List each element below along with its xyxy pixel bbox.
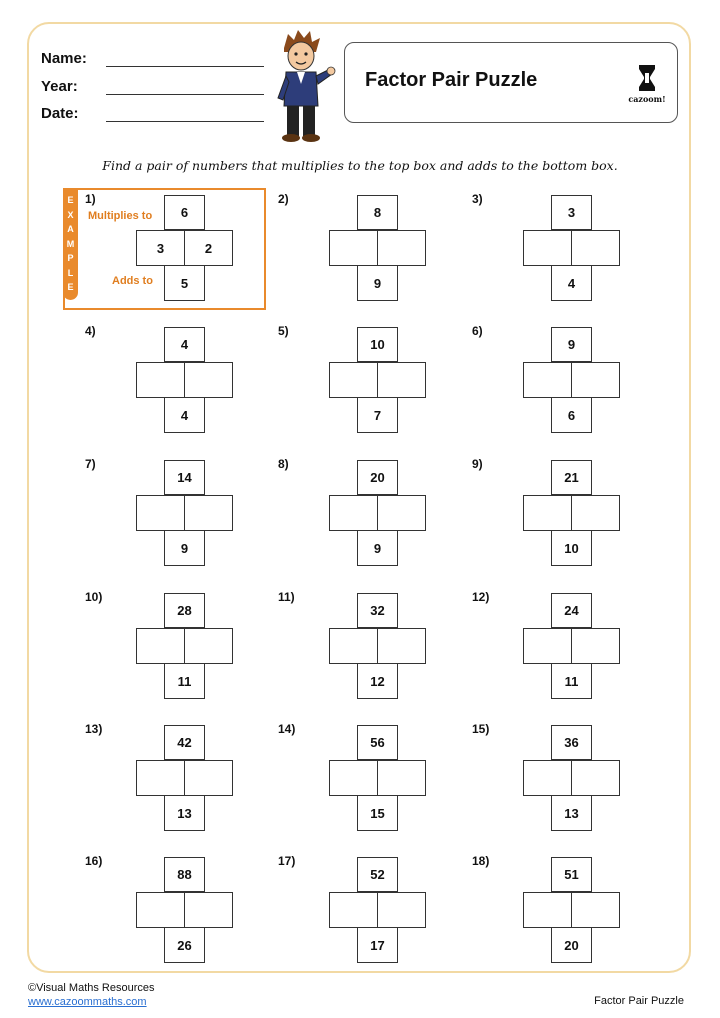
- sum-box: 20: [551, 927, 592, 963]
- puzzle-number: 8): [278, 457, 289, 471]
- factor-puzzle: [278, 854, 468, 976]
- puzzle-number: 1): [85, 192, 96, 206]
- factor-answer-box-left[interactable]: [329, 892, 378, 928]
- factor-answer-box-left[interactable]: [523, 362, 572, 398]
- factor-answer-box-right[interactable]: [184, 628, 233, 664]
- factor-puzzle: [472, 192, 662, 314]
- factor-puzzle: [278, 192, 468, 314]
- year-label: Year:: [41, 78, 78, 95]
- factor-answer-box-right[interactable]: 2: [184, 230, 233, 266]
- factor-answer-box-left[interactable]: [136, 628, 185, 664]
- cazoom-logo: [627, 63, 667, 107]
- factor-answer-box-left[interactable]: [523, 495, 572, 531]
- sum-box: 15: [357, 795, 398, 831]
- product-box: 21: [551, 460, 592, 495]
- factor-answer-box-right[interactable]: [571, 892, 620, 928]
- name-field[interactable]: [106, 66, 264, 67]
- factor-puzzle: [85, 457, 275, 579]
- factor-answer-box-left[interactable]: [523, 230, 572, 266]
- factor-answer-box-right[interactable]: [377, 628, 426, 664]
- product-box: 9: [551, 327, 592, 362]
- example-tab-letter: L: [67, 267, 74, 278]
- factor-puzzle: [472, 457, 662, 579]
- factor-puzzle: [472, 854, 662, 976]
- factor-answer-box-left[interactable]: [329, 760, 378, 796]
- factor-answer-box-right[interactable]: [377, 495, 426, 531]
- example-tab-letter: X: [67, 209, 74, 220]
- sum-box: 5: [164, 265, 205, 301]
- puzzle-number: 11): [278, 590, 295, 604]
- factor-answer-box-right[interactable]: [377, 362, 426, 398]
- product-box: 28: [164, 593, 205, 628]
- factor-answer-box-left[interactable]: [523, 628, 572, 664]
- factor-answer-box-left[interactable]: [329, 628, 378, 664]
- instruction-text: Find a pair of numbers that multiplies to the top box and adds to the bottom box.: [102, 158, 618, 173]
- factor-answer-box-left[interactable]: 3: [136, 230, 185, 266]
- sum-box: 9: [357, 530, 398, 566]
- puzzle-number: 15): [472, 722, 490, 736]
- sum-box: 9: [164, 530, 205, 566]
- factor-puzzle: [278, 324, 468, 446]
- factor-puzzle: [85, 590, 275, 712]
- product-box: 8: [357, 195, 398, 230]
- factor-puzzle: [472, 590, 662, 712]
- sum-box: 13: [551, 795, 592, 831]
- logo-text: cazoom!: [628, 94, 666, 104]
- cartoon-boy-illustration: [270, 26, 340, 146]
- puzzle-number: 13): [85, 722, 103, 736]
- factor-answer-box-left[interactable]: [523, 760, 572, 796]
- puzzle-number: 10): [85, 590, 103, 604]
- product-box: 6: [164, 195, 205, 230]
- product-box: 56: [357, 725, 398, 760]
- product-box: 3: [551, 195, 592, 230]
- puzzle-number: 14): [278, 722, 296, 736]
- factor-answer-box-left[interactable]: [329, 362, 378, 398]
- adds-to-label: Adds to: [112, 275, 153, 287]
- date-field[interactable]: [106, 121, 264, 122]
- product-box: 4: [164, 327, 205, 362]
- product-box: 36: [551, 725, 592, 760]
- factor-puzzle: [85, 324, 275, 446]
- factor-answer-box-right[interactable]: [571, 495, 620, 531]
- product-box: 51: [551, 857, 592, 892]
- example-tab-letter: M: [66, 238, 75, 249]
- hourglass-logo-icon: [627, 63, 667, 93]
- factor-answer-box-right[interactable]: [184, 892, 233, 928]
- factor-answer-box-right[interactable]: [571, 230, 620, 266]
- example-tab: [63, 188, 78, 300]
- factor-answer-box-left[interactable]: [136, 760, 185, 796]
- sum-box: 11: [551, 663, 592, 699]
- sum-box: 10: [551, 530, 592, 566]
- product-box: 20: [357, 460, 398, 495]
- factor-puzzle: [85, 854, 275, 976]
- year-field[interactable]: [106, 94, 264, 95]
- factor-answer-box-left[interactable]: [329, 230, 378, 266]
- product-box: 10: [357, 327, 398, 362]
- puzzle-number: 16): [85, 854, 103, 868]
- factor-puzzle: [278, 722, 468, 844]
- factor-puzzle: [472, 722, 662, 844]
- sum-box: 13: [164, 795, 205, 831]
- factor-answer-box-right[interactable]: [184, 362, 233, 398]
- puzzle-number: 2): [278, 192, 289, 206]
- multiplies-to-label: Multiplies to: [88, 210, 153, 222]
- factor-answer-box-right[interactable]: [184, 760, 233, 796]
- example-tab-letter: A: [67, 224, 74, 234]
- name-label: Name:: [41, 50, 87, 67]
- sum-box: 11: [164, 663, 205, 699]
- sum-box: 12: [357, 663, 398, 699]
- puzzle-number: 17): [278, 854, 296, 868]
- product-box: 32: [357, 593, 398, 628]
- factor-answer-box-right[interactable]: [377, 760, 426, 796]
- factor-puzzle: [85, 722, 275, 844]
- page-title: Factor Pair Puzzle: [365, 69, 538, 91]
- sum-box: 7: [357, 397, 398, 433]
- puzzle-number: 18): [472, 854, 490, 868]
- factor-answer-box-left[interactable]: [136, 362, 185, 398]
- date-label: Date:: [41, 105, 79, 122]
- factor-answer-box-right[interactable]: [377, 892, 426, 928]
- product-box: 42: [164, 725, 205, 760]
- sum-box: 4: [551, 265, 592, 301]
- factor-answer-box-left[interactable]: [136, 892, 185, 928]
- factor-answer-box-left[interactable]: [329, 495, 378, 531]
- product-box: 24: [551, 593, 592, 628]
- factor-answer-box-left[interactable]: [523, 892, 572, 928]
- puzzle-number: 5): [278, 324, 289, 338]
- example-tab-letter: E: [67, 282, 74, 292]
- factor-answer-box-left[interactable]: [136, 495, 185, 531]
- factor-answer-box-right[interactable]: [571, 628, 620, 664]
- example-tab-letter: E: [67, 195, 74, 205]
- product-box: 14: [164, 460, 205, 495]
- puzzle-number: 12): [472, 590, 490, 604]
- sum-box: 6: [551, 397, 592, 433]
- factor-puzzle: [278, 457, 468, 579]
- factor-answer-box-right[interactable]: [571, 760, 620, 796]
- factor-puzzle: [85, 192, 275, 314]
- puzzle-number: 6): [472, 324, 483, 338]
- footer-title: Factor Pair Puzzle: [594, 995, 684, 1007]
- footer-copyright: ©Visual Maths Resources: [28, 982, 155, 994]
- puzzle-number: 3): [472, 192, 483, 206]
- title-box: [344, 42, 678, 123]
- sum-box: 4: [164, 397, 205, 433]
- product-box: 52: [357, 857, 398, 892]
- puzzle-number: 7): [85, 457, 96, 471]
- sum-box: 9: [357, 265, 398, 301]
- puzzle-number: 9): [472, 457, 483, 471]
- factor-answer-box-right[interactable]: [184, 495, 233, 531]
- footer-website-link[interactable]: www.cazoommaths.com: [28, 996, 147, 1008]
- factor-answer-box-right[interactable]: [571, 362, 620, 398]
- factor-puzzle: [472, 324, 662, 446]
- factor-answer-box-right[interactable]: [377, 230, 426, 266]
- sum-box: 17: [357, 927, 398, 963]
- puzzle-number: 4): [85, 324, 96, 338]
- example-tab-letter: P: [67, 253, 74, 263]
- factor-puzzle: [278, 590, 468, 712]
- sum-box: 26: [164, 927, 205, 963]
- product-box: 88: [164, 857, 205, 892]
